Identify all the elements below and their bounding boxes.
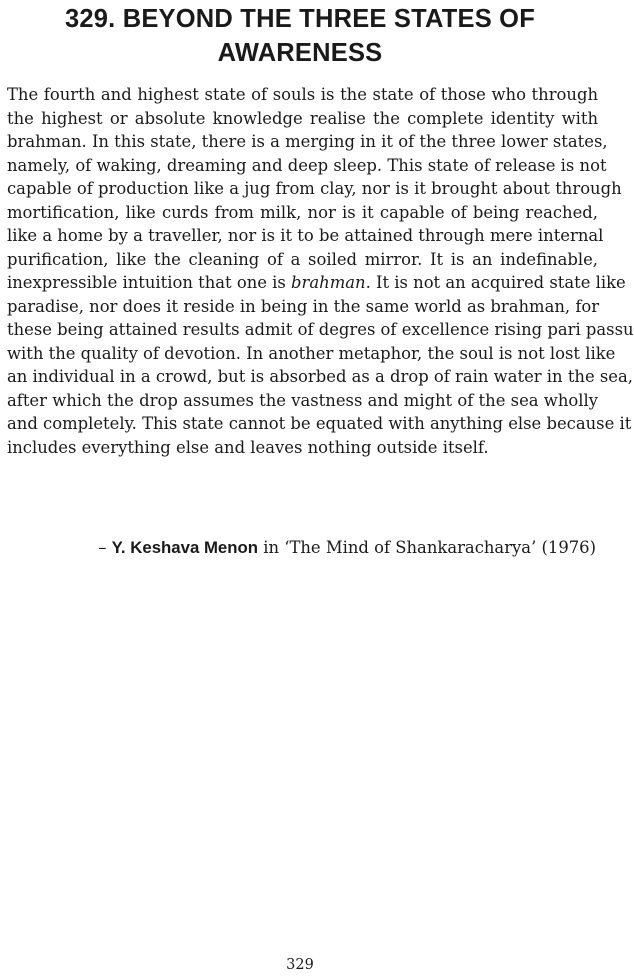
attribution-dash: – — [98, 538, 112, 557]
paragraph-line: brahman. In this state, there is a merging in it of the three lower states, — [7, 132, 608, 151]
chapter-title-line-2: AWARENESS — [217, 39, 383, 67]
paragraph-line-with-emphasis — [7, 271, 626, 295]
emphasized-word: brahman — [291, 273, 366, 292]
author-name: Y. Keshava Menon — [111, 538, 259, 557]
chapter-title — [40, 2, 560, 70]
line-text-before-emphasis: inexpressible intuition that one is — [7, 273, 292, 292]
line-text-after-emphasis: . It is not an acquired state like — [365, 273, 626, 292]
paragraph-line: like a home by a traveller, nor is it to be attained through mere internal — [7, 226, 604, 245]
source-title: in ‘The Mind of Shankaracharya’ (1976) — [258, 538, 596, 557]
attribution — [98, 536, 596, 560]
paragraph-line: The fourth and highest state of souls is the state of those who through — [7, 85, 598, 104]
paragraph-line: and completely. This state cannot be equated with anything else because it — [7, 414, 632, 433]
paragraph-line: paradise, nor does it reside in being in the same world as brahman, for — [7, 296, 600, 316]
paragraph-line: capable of production like a jug from clay, nor is it brought about through — [7, 179, 622, 198]
paragraph-line: the highest or absolute knowledge realise the complete identity with — [7, 108, 598, 128]
chapter-title-line-1: 329. BEYOND THE THREE STATES OF — [65, 5, 535, 33]
paragraph-line: includes everything else and leaves nothing outside itself. — [7, 437, 489, 457]
paragraph-line: these being attained results admit of degres of excellence rising pari passu — [7, 320, 634, 339]
paragraph-line: an individual in a crowd, but is absorbed as a drop of rain water in the sea, — [7, 367, 633, 386]
page-number: 329 — [286, 957, 314, 973]
quotation-paragraph — [7, 83, 634, 459]
paragraph-line: after which the drop assumes the vastness and might of the sea wholly — [7, 390, 598, 410]
paragraph-line: purification, like the cleaning of a soiled mirror. It is an indefinable, — [7, 249, 598, 269]
paragraph-line: mortification, like curds from milk, nor is it capable of being reached, — [7, 202, 598, 222]
paragraph-line: with the quality of devotion. In another metaphor, the soul is not lost like — [7, 343, 616, 363]
paragraph-line: namely, of waking, dreaming and deep sleep. This state of release is not — [7, 155, 607, 175]
